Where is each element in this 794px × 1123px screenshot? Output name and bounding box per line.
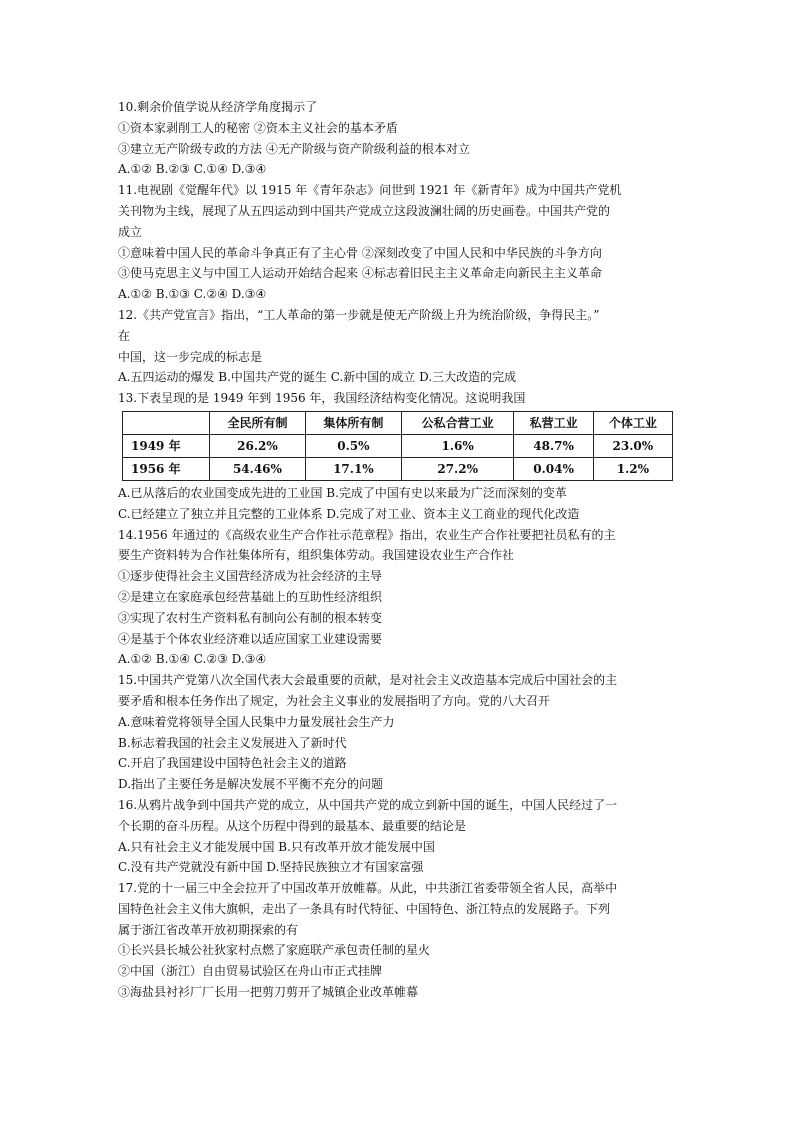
question-stem: 国特色社会主义伟大旗帜，走出了一条具有时代特征、中国特色、浙江特点的发展路子。下列 — [118, 901, 611, 916]
question-15 — [118, 670, 678, 795]
option-line: ①意味着中国人民的革命斗争真正有了主心骨 ②深刻改变了中国人民和中华民族的斗争方向 — [118, 245, 602, 260]
option-line: C.没有共产党就没有新中国 D.坚持民族独立才有国家富强 — [118, 860, 424, 875]
question-13 — [118, 388, 678, 524]
question-17 — [118, 878, 678, 1003]
table-row — [123, 434, 673, 457]
table-cell: 0.04% — [514, 457, 593, 480]
question-stem: 关刊物为主线，展现了从五四运动到中国共产党成立这段波澜壮阔的历史画卷。中国共产党的 — [118, 203, 611, 218]
option-line: ①逐步使得社会主义国营经济成为社会经济的主导 — [118, 569, 383, 584]
option-line: ③实现了农村生产资料私有制向公有制的根本转变 — [118, 610, 383, 625]
option-line: A.只有社会主义才能发展中国 B.只有改革开放才能发展中国 — [118, 839, 435, 854]
option-line: ④是基于个体农业经济难以适应国家工业建设需要 — [118, 631, 383, 646]
question-10 — [118, 97, 678, 180]
exam-page — [118, 97, 678, 1003]
question-11 — [118, 180, 678, 305]
option-line: ②中国（浙江）自由贸易试验区在舟山市正式挂牌 — [118, 964, 383, 979]
economic-structure-table — [122, 411, 673, 481]
option-line: ①长兴县长城公社狄家村点燃了家庭联产承包责任制的星火 — [118, 943, 431, 958]
option-line: A.意味着党将领导全国人民集中力量发展社会生产力 — [118, 714, 395, 729]
question-stem: 要生产资料转为合作社集体所有，组织集体劳动。我国建设农业生产合作社 — [118, 548, 515, 563]
question-stem: 11.电视剧《觉醒年代》以 1915 年《青年杂志》问世到 1921 年《新青年》成为中国共产党机 — [118, 183, 622, 198]
table-header-cell: 全民所有制 — [209, 411, 305, 434]
table-header-cell — [123, 411, 210, 434]
question-stem: 13.下表呈现的是 1949 年到 1956 年，我国经济结构变化情况。这说明我国 — [118, 391, 526, 406]
option-line: ①资本家剥削工人的秘密 ②资本主义社会的基本矛盾 — [118, 120, 398, 135]
question-stem: 12.《共产党宣言》指出，“工人革命的第一步就是使无产阶级上升为统治阶级，争得民主。” — [118, 307, 600, 322]
question-stem: 14.1956 年通过的《高级农业生产合作社示范章程》指出，农业生产合作社要把社员私有的主 — [118, 527, 616, 542]
answer-choices: A.①② B.①③ C.②④ D.③④ — [118, 287, 267, 302]
table-cell: 27.2% — [401, 457, 514, 480]
table-row-label: 1956 年 — [123, 457, 210, 480]
question-stem: 个长期的奋斗历程。从这个历程中得到的最基本、最重要的结论是 — [118, 818, 467, 833]
table-cell: 0.5% — [305, 434, 401, 457]
option-line: B.标志着我国的社会主义发展进入了新时代 — [118, 735, 347, 750]
table-cell: 23.0% — [593, 434, 672, 457]
question-stem: 16.从鸦片战争到中国共产党的成立，从中国共产党的成立到新中国的诞生，中国人民经过了一 — [118, 797, 618, 812]
table-cell: 1.2% — [593, 457, 672, 480]
question-stem: 15.中国共产党第八次全国代表大会最重要的贡献，是对社会主义改造基本完成后中国社会的主 — [118, 673, 618, 688]
answer-choices: A.①② B.①④ C.②③ D.③④ — [118, 652, 267, 667]
table-row-label: 1949 年 — [123, 434, 210, 457]
option-line: C.开启了我国建设中国特色社会主义的道路 — [118, 756, 347, 771]
table-cell: 48.7% — [514, 434, 593, 457]
option-line: A.已从落后的农业国变成先进的工业国 B.完成了中国有史以来最为广泛而深刻的变革 — [118, 485, 567, 500]
table-header-cell: 私营工业 — [514, 411, 593, 434]
question-stem: 10.剩余价值学说从经济学角度揭示了 — [118, 100, 318, 114]
question-stem: 中国，这一步完成的标志是 — [118, 349, 263, 364]
question-14 — [118, 525, 678, 671]
question-stem: 要矛盾和根本任务作出了规定，为社会主义事业的发展指明了方向。党的八大召开 — [118, 693, 551, 708]
question-stem: 17.党的十一届三中全会拉开了中国改革开放帷幕。从此，中共浙江省委带领全省人民，高举中 — [118, 881, 618, 896]
option-line: ②是建立在家庭承包经营基础上的互助性经济组织 — [118, 589, 383, 604]
table-cell: 26.2% — [209, 434, 305, 457]
table-row — [123, 457, 673, 480]
question-12 — [118, 305, 678, 388]
option-line: ③使马克思主义与中国工人运动开始结合起来 ④标志着旧民主主义革命走向新民主主义革命 — [118, 266, 602, 281]
table-header-cell: 公私合营工业 — [401, 411, 514, 434]
table-cell: 1.6% — [401, 434, 514, 457]
table-header-row — [123, 411, 673, 434]
question-stem: 在 — [118, 328, 131, 343]
table-cell: 17.1% — [305, 457, 401, 480]
table-cell: 54.46% — [209, 457, 305, 480]
question-stem: 成立 — [118, 224, 143, 239]
answer-choices: A.①② B.②③ C.①④ D.③④ — [118, 162, 267, 177]
question-16 — [118, 795, 678, 878]
option-line: D.指出了主要任务是解决发展不平衡不充分的问题 — [118, 777, 384, 792]
option-line: ③海盐县衬衫厂厂长用一把剪刀剪开了城镇企业改革帷幕 — [118, 985, 419, 1000]
table-header-cell: 个体工业 — [593, 411, 672, 434]
question-stem: 属于浙江省改革开放初期探索的有 — [118, 922, 299, 937]
option-line: ③建立无产阶级专政的方法 ④无产阶级与资产阶级利益的根本对立 — [118, 141, 470, 156]
answer-choices: A.五四运动的爆发 B.中国共产党的诞生 C.新中国的成立 D.三大改造的完成 — [118, 370, 517, 385]
table-header-cell: 集体所有制 — [305, 411, 401, 434]
option-line: C.已经建立了独立并且完整的工业体系 D.完成了对工业、资本主义工商业的现代化改造 — [118, 506, 580, 521]
